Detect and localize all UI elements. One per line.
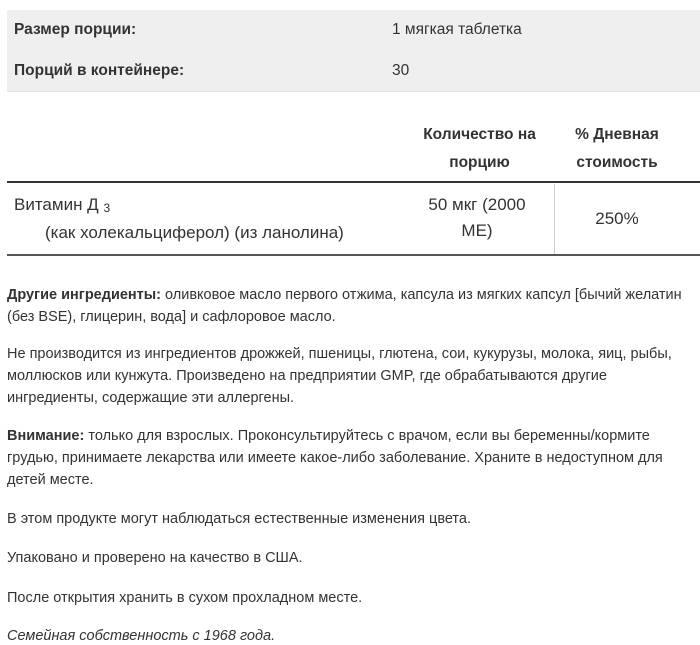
nutrient-amount-line2: МЕ) (461, 221, 493, 240)
other-ingredients-paragraph (7, 284, 693, 328)
packed-paragraph: Упаковано и проверено на качество в США. (7, 550, 303, 566)
nutrient-detail: (как холекальциферол) (из ланолина) (45, 223, 344, 242)
family-owned-paragraph: Семейная собственность с 1968 года. (7, 628, 276, 644)
allergen-paragraph: Не производится из ингредиентов дрожжей, пшеницы, глютена, сои, кукурузы, молока, яиц, рыбы, моллюсков или кунжута. Произведено на предприятии GMP, где обрабатываются другие ингредиенты, содержащие эти аллергены. (7, 346, 672, 406)
other-ingredients-text: оливковое масло первого отжима, капсула из мягких капсул [бычий желатин (без BSE), глицерин, вода] и сафлоровое масло. (7, 287, 682, 325)
serving-info-table (7, 10, 700, 92)
nutrient-name-text: Витамин Д (14, 195, 99, 214)
color-note-paragraph: В этом продукте могут наблюдаться естественные изменения цвета. (7, 511, 472, 527)
servings-per-container-label: Порций в контейнере: (14, 61, 185, 79)
dv-header-line1: % Дневная (575, 126, 659, 143)
serving-size-value: 1 мягкая таблетка (392, 21, 522, 38)
other-ingredients-label: Другие ингредиенты: (7, 287, 161, 303)
nutrient-name (14, 192, 110, 221)
column-divider (554, 184, 555, 254)
nutrient-amount-line1: 50 мкг (2000 (428, 195, 526, 214)
warning-label: Внимание: (7, 428, 85, 444)
warning-paragraph (7, 425, 693, 491)
nutrient-table-header (7, 115, 700, 183)
servings-per-container-value: 30 (392, 61, 410, 79)
warning-text: только для взрослых. Проконсультируйтесь с врачом, если вы беременны/кормите грудью, принимаете лекарства или имеете какое-либо заболевание. Храните в недоступном для детей месте. (7, 428, 663, 488)
nutrient-name-subscript: 3 (103, 201, 111, 215)
nutrient-daily-value: 250% (595, 209, 639, 228)
daily-value-header (562, 121, 672, 177)
amount-header-line1: Количество на (423, 126, 536, 143)
nutrient-amount (412, 192, 542, 244)
amount-per-serving-header (417, 121, 542, 177)
serving-size-label: Размер порции: (14, 21, 137, 38)
storage-paragraph: После открытия хранить в сухом прохладном месте. (7, 590, 363, 606)
serving-size-row (7, 10, 700, 50)
dv-header-line2: стоимость (576, 154, 658, 171)
servings-per-container-row (7, 50, 700, 92)
amount-header-line2: порцию (449, 154, 510, 171)
nutrient-row-vitamin-d3 (7, 184, 700, 256)
